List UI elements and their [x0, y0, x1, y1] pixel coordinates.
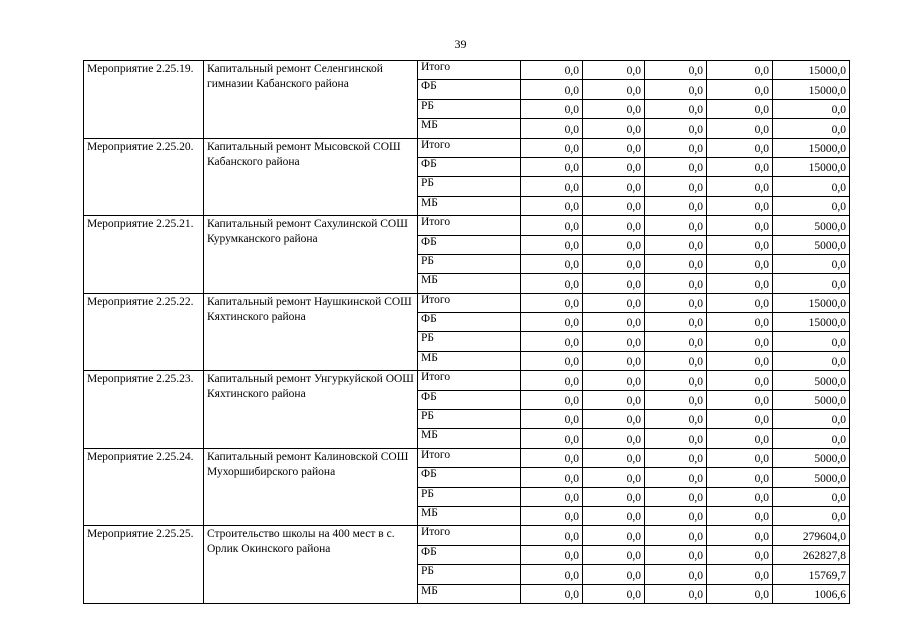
amount-cell: 0,0: [521, 99, 583, 118]
amount-cell: 0,0: [645, 138, 707, 157]
amount-cell: 0,0: [773, 506, 850, 525]
amount-cell: 0,0: [583, 119, 645, 138]
amount-cell: 0,0: [583, 99, 645, 118]
funding-source-cell: МБ: [418, 584, 521, 603]
amount-cell: 0,0: [521, 506, 583, 525]
amount-cell: 0,0: [583, 196, 645, 215]
amount-cell: 0,0: [521, 332, 583, 351]
amount-cell: 0,0: [521, 119, 583, 138]
amount-cell: 0,0: [707, 351, 773, 370]
amount-cell: 0,0: [645, 274, 707, 293]
amount-cell: 0,0: [521, 80, 583, 99]
amount-cell: 0,0: [583, 254, 645, 273]
amount-cell: 0,0: [583, 351, 645, 370]
amount-cell: 0,0: [773, 410, 850, 429]
amount-cell: 0,0: [521, 138, 583, 157]
amount-cell: 0,0: [707, 138, 773, 157]
amount-cell: 0,0: [583, 332, 645, 351]
amount-cell: 0,0: [583, 506, 645, 525]
amount-cell: 0,0: [583, 545, 645, 564]
amount-cell: 5000,0: [773, 235, 850, 254]
amount-cell: 0,0: [645, 235, 707, 254]
funding-source-cell: МБ: [418, 196, 521, 215]
funding-source-cell: МБ: [418, 351, 521, 370]
amount-cell: 0,0: [583, 216, 645, 235]
amount-cell: 15000,0: [773, 138, 850, 157]
funding-source-cell: ФБ: [418, 313, 521, 332]
amount-cell: 15000,0: [773, 157, 850, 176]
amount-cell: 0,0: [583, 80, 645, 99]
table-row: [84, 61, 850, 80]
funding-source-cell: ФБ: [418, 80, 521, 99]
event-code-cell: Мероприятие 2.25.25.: [84, 526, 204, 604]
amount-cell: 0,0: [583, 371, 645, 390]
amount-cell: 0,0: [707, 274, 773, 293]
amount-cell: 0,0: [583, 274, 645, 293]
funding-source-cell: РБ: [418, 487, 521, 506]
amount-cell: 0,0: [583, 448, 645, 467]
amount-cell: 0,0: [645, 487, 707, 506]
amount-cell: 5000,0: [773, 216, 850, 235]
amount-cell: 0,0: [583, 526, 645, 545]
amount-cell: 0,0: [707, 545, 773, 564]
amount-cell: 0,0: [521, 448, 583, 467]
amount-cell: 0,0: [521, 584, 583, 603]
amount-cell: 0,0: [707, 177, 773, 196]
funding-source-cell: ФБ: [418, 545, 521, 564]
amount-cell: 0,0: [707, 61, 773, 80]
amount-cell: 0,0: [707, 487, 773, 506]
event-name-cell: Строительство школы на 400 мест в с. Орлик Окинского района: [204, 526, 418, 604]
amount-cell: 0,0: [645, 468, 707, 487]
amount-cell: 0,0: [707, 584, 773, 603]
funding-source-cell: Итого: [418, 216, 521, 235]
amount-cell: 0,0: [583, 138, 645, 157]
event-name-cell: Капитальный ремонт Унгуркуйской ООШ Кяхтинского района: [204, 371, 418, 449]
event-name-cell: Капитальный ремонт Сахулинской СОШ Курумканского района: [204, 216, 418, 294]
amount-cell: 0,0: [521, 468, 583, 487]
amount-cell: 0,0: [521, 274, 583, 293]
amount-cell: 0,0: [645, 119, 707, 138]
amount-cell: 0,0: [583, 61, 645, 80]
amount-cell: 0,0: [583, 487, 645, 506]
amount-cell: 0,0: [707, 293, 773, 312]
funding-source-cell: РБ: [418, 99, 521, 118]
amount-cell: 0,0: [645, 196, 707, 215]
amount-cell: 0,0: [707, 119, 773, 138]
amount-cell: 0,0: [583, 410, 645, 429]
event-code-cell: Мероприятие 2.25.19.: [84, 61, 204, 139]
amount-cell: 0,0: [773, 196, 850, 215]
amount-cell: 0,0: [521, 254, 583, 273]
amount-cell: 0,0: [707, 332, 773, 351]
amount-cell: 0,0: [521, 487, 583, 506]
amount-cell: 0,0: [707, 216, 773, 235]
amount-cell: 0,0: [707, 313, 773, 332]
amount-cell: 0,0: [521, 410, 583, 429]
funding-source-cell: МБ: [418, 506, 521, 525]
amount-cell: 15000,0: [773, 80, 850, 99]
amount-cell: 0,0: [583, 565, 645, 584]
amount-cell: 0,0: [645, 61, 707, 80]
amount-cell: 0,0: [583, 235, 645, 254]
amount-cell: 0,0: [645, 80, 707, 99]
funding-source-cell: РБ: [418, 177, 521, 196]
amount-cell: 0,0: [645, 313, 707, 332]
amount-cell: 0,0: [773, 487, 850, 506]
amount-cell: 0,0: [645, 526, 707, 545]
funding-source-cell: МБ: [418, 429, 521, 448]
amount-cell: 0,0: [645, 410, 707, 429]
funding-source-cell: Итого: [418, 293, 521, 312]
amount-cell: 0,0: [707, 196, 773, 215]
amount-cell: 0,0: [773, 429, 850, 448]
amount-cell: 0,0: [583, 390, 645, 409]
amount-cell: 0,0: [707, 468, 773, 487]
event-name-cell: Капитальный ремонт Мысовской СОШ Кабанского района: [204, 138, 418, 216]
amount-cell: 0,0: [521, 565, 583, 584]
amount-cell: 0,0: [583, 584, 645, 603]
funding-source-cell: ФБ: [418, 468, 521, 487]
amount-cell: 0,0: [707, 157, 773, 176]
amount-cell: 0,0: [645, 565, 707, 584]
amount-cell: 0,0: [645, 157, 707, 176]
amount-cell: 0,0: [645, 332, 707, 351]
event-name-cell: Капитальный ремонт Калиновской СОШ Мухоршибирского района: [204, 448, 418, 526]
funding-source-cell: ФБ: [418, 390, 521, 409]
amount-cell: 15769,7: [773, 565, 850, 584]
amount-cell: 0,0: [707, 99, 773, 118]
amount-cell: 5000,0: [773, 390, 850, 409]
amount-cell: 0,0: [645, 99, 707, 118]
amount-cell: 0,0: [521, 526, 583, 545]
amount-cell: 0,0: [521, 293, 583, 312]
amount-cell: 0,0: [707, 254, 773, 273]
funding-source-cell: Итого: [418, 61, 521, 80]
amount-cell: 0,0: [521, 235, 583, 254]
amount-cell: 0,0: [707, 448, 773, 467]
amount-cell: 0,0: [645, 448, 707, 467]
amount-cell: 0,0: [773, 254, 850, 273]
funding-source-cell: РБ: [418, 254, 521, 273]
amount-cell: 0,0: [583, 313, 645, 332]
table-row: [84, 138, 850, 157]
amount-cell: 0,0: [773, 119, 850, 138]
amount-cell: 0,0: [521, 390, 583, 409]
amount-cell: 0,0: [645, 371, 707, 390]
amount-cell: 0,0: [773, 351, 850, 370]
amount-cell: 0,0: [521, 61, 583, 80]
amount-cell: 0,0: [521, 157, 583, 176]
table-row: [84, 371, 850, 390]
table-row: [84, 216, 850, 235]
funding-source-cell: Итого: [418, 448, 521, 467]
amount-cell: 15000,0: [773, 313, 850, 332]
amount-cell: 0,0: [645, 429, 707, 448]
amount-cell: 5000,0: [773, 448, 850, 467]
amount-cell: 0,0: [521, 313, 583, 332]
event-code-cell: Мероприятие 2.25.22.: [84, 293, 204, 371]
table-row: [84, 526, 850, 545]
event-code-cell: Мероприятие 2.25.21.: [84, 216, 204, 294]
event-name-cell: Капитальный ремонт Селенгинской гимназии Кабанского района: [204, 61, 418, 139]
table-row: [84, 448, 850, 467]
amount-cell: 0,0: [707, 390, 773, 409]
amount-cell: 5000,0: [773, 371, 850, 390]
budget-table-body: [84, 61, 850, 604]
funding-source-cell: РБ: [418, 332, 521, 351]
amount-cell: 279604,0: [773, 526, 850, 545]
amount-cell: 0,0: [773, 332, 850, 351]
event-name-cell: Капитальный ремонт Наушкинской СОШ Кяхтинского района: [204, 293, 418, 371]
amount-cell: 0,0: [645, 216, 707, 235]
amount-cell: 0,0: [645, 390, 707, 409]
amount-cell: 0,0: [521, 371, 583, 390]
amount-cell: 0,0: [645, 506, 707, 525]
budget-table: [83, 60, 850, 604]
funding-source-cell: ФБ: [418, 157, 521, 176]
amount-cell: 0,0: [707, 429, 773, 448]
amount-cell: 0,0: [583, 157, 645, 176]
funding-source-cell: ФБ: [418, 235, 521, 254]
funding-source-cell: Итого: [418, 138, 521, 157]
amount-cell: 0,0: [707, 565, 773, 584]
amount-cell: 15000,0: [773, 61, 850, 80]
amount-cell: 0,0: [521, 351, 583, 370]
amount-cell: 0,0: [645, 177, 707, 196]
amount-cell: 0,0: [521, 196, 583, 215]
amount-cell: 0,0: [583, 468, 645, 487]
funding-source-cell: Итого: [418, 526, 521, 545]
amount-cell: 0,0: [707, 235, 773, 254]
amount-cell: 1006,6: [773, 584, 850, 603]
event-code-cell: Мероприятие 2.25.23.: [84, 371, 204, 449]
amount-cell: 0,0: [707, 526, 773, 545]
funding-source-cell: Итого: [418, 371, 521, 390]
amount-cell: 0,0: [645, 254, 707, 273]
amount-cell: 0,0: [773, 177, 850, 196]
amount-cell: 0,0: [645, 545, 707, 564]
table-row: [84, 293, 850, 312]
amount-cell: 0,0: [645, 293, 707, 312]
amount-cell: 5000,0: [773, 468, 850, 487]
funding-source-cell: РБ: [418, 410, 521, 429]
amount-cell: 0,0: [645, 584, 707, 603]
amount-cell: 262827,8: [773, 545, 850, 564]
amount-cell: 0,0: [707, 410, 773, 429]
funding-source-cell: РБ: [418, 565, 521, 584]
amount-cell: 0,0: [773, 274, 850, 293]
amount-cell: 0,0: [521, 216, 583, 235]
funding-source-cell: МБ: [418, 119, 521, 138]
event-code-cell: Мероприятие 2.25.24.: [84, 448, 204, 526]
amount-cell: 0,0: [773, 99, 850, 118]
amount-cell: 0,0: [583, 429, 645, 448]
amount-cell: 0,0: [521, 545, 583, 564]
amount-cell: 0,0: [707, 371, 773, 390]
amount-cell: 0,0: [645, 351, 707, 370]
amount-cell: 0,0: [583, 177, 645, 196]
page-number: 39: [454, 37, 467, 51]
amount-cell: 0,0: [521, 177, 583, 196]
amount-cell: 0,0: [583, 293, 645, 312]
funding-source-cell: МБ: [418, 274, 521, 293]
amount-cell: 15000,0: [773, 293, 850, 312]
amount-cell: 0,0: [707, 80, 773, 99]
amount-cell: 0,0: [707, 506, 773, 525]
event-code-cell: Мероприятие 2.25.20.: [84, 138, 204, 216]
amount-cell: 0,0: [521, 429, 583, 448]
